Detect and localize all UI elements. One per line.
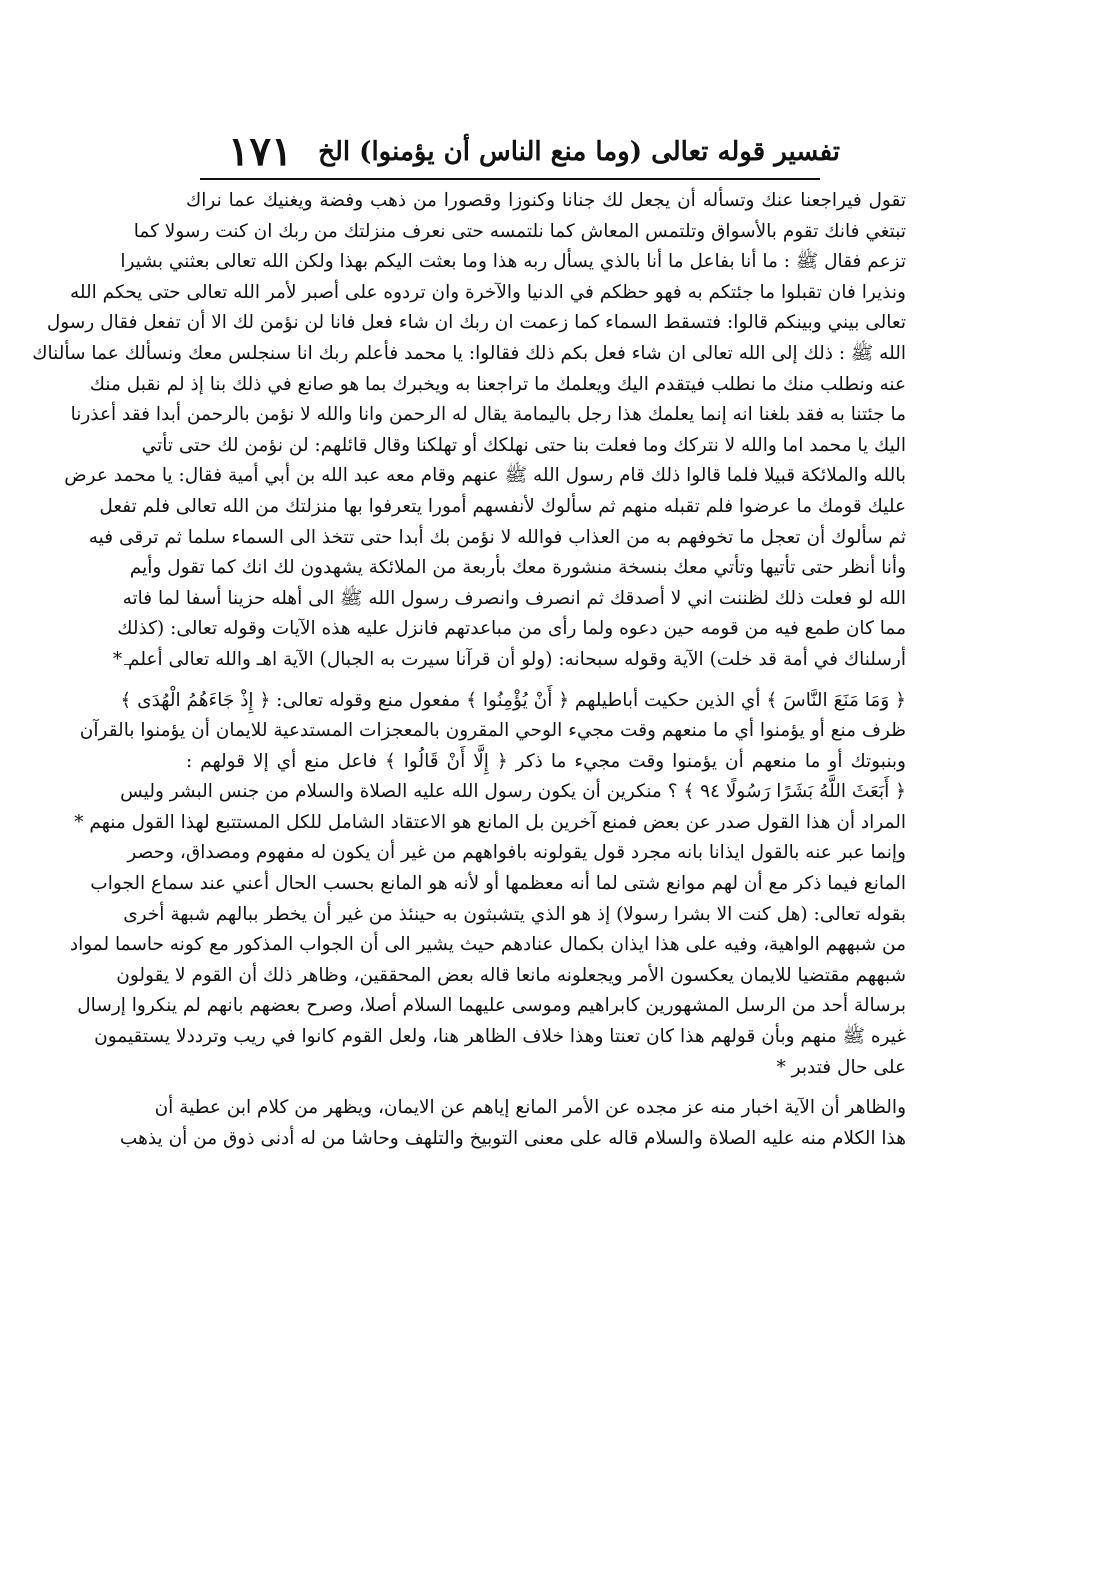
page-header [200,128,840,178]
text-line: تعالى بيني وبينكم قالوا: فتسقط السماء كما زعمت ان ربك ان شاء فعل فانا لن نؤمن لك الا أن تفعل فقال رسول [46,312,906,334]
body-text [32,186,906,1154]
text-line: اليك يا محمد اما والله لا نتركك وما فعلت بنا حتى نهلكك أو تهلكنا وقال قائلهم: لن نؤمن لك حتى تأتي [141,434,906,456]
text-line: وبنبوتك أو ما منعهم أن يؤمنوا وقت مجيء ما ذكر ﴿ إِلَّا أَنْ قَالُوا ﴾ فاعل منع أي إلا قولهم : [186,750,906,772]
text-line: ثم سألوك أن تعجل ما تخوفهم به من العذاب فوالله لا نؤمن بك أبدا حتى تتخذ الى السماء سلما ثم ترقى فيه [88,526,906,548]
text-line: بالله والملائكة قبيلا فلما قالوا ذلك قام رسول الله ﷺ عنهم وقام معه عبد الله بن أبي أمية فقال: يا محمد عرض [64,465,906,487]
text-line: تقول فيراجعنا عنك وتسأله أن يجعل لك جنانا وكنوزا وقصورا من ذهب وفضة ويغنيك عما نراك [186,190,906,211]
header-divider [200,178,820,180]
text-line: هذا الكلام منه عليه الصلاة والسلام قاله على معنى التوبيخ والتلهف وحاشا من له أدنى ذوق من أن يذهب [119,1127,906,1149]
text-line: الله لو فعلت ذلك لظننت اني لا أصدقك ثم انصرف وانصرف رسول الله ﷺ الى أهله حزينا أسفا لما فاته [122,587,906,609]
running-title: تفسير قوله تعالى (وما منع الناس أن يؤمنوا) الخ [318,137,840,167]
text-line: تبتغي فانك تقوم بالأسواق وتلتمس المعاش كما نلتمسه حتى نعرف منزلتك من ربك ان كنت رسولا كما [133,220,906,242]
text-line: ونذيرا فان تقبلوا ما جئتكم به فهو حظكم في الدنيا والآخرة وان تردوه على أصبر لأمر الله تعالى حتى يحكم الله [69,281,906,303]
page-number: ١٧١ [228,128,293,175]
text-line: والظاهر أن الآية اخبار منه عز مجده عن الأمر المانع إياهم عن الايمان، ويظهر من كلام ابن عطية أن [154,1097,906,1119]
text-line: من شبههم الواهية، وفيه على هذا ايذان بكمال عنادهم حيث يشير الى أن الجواب المذكور مع كونه حاسما لمواد [69,934,906,956]
text-line: ما جئتنا به فقد بلغنا انه إنما يعلمك هذا رجل باليمامة يقال له الرحمن وانا والله لا نؤمن بالرحمن أبدا فقد أعذرنا [70,404,906,426]
text-line: بقوله تعالى: (هل كنت الا بشرا رسولا) إذ هو الذي يتشبثون به حينئذ من غير أن يخطر ببالهم شبهة أخرى [123,903,906,925]
text-line: وإنما عبر عنه بالقول ايذانا بانه مجرد قول يقولونه بافواههم من غير أن يكون له مفهوم ومصداق، وحصر [127,842,906,864]
text-line: المراد أن هذا القول صدر عن بعض فمنع آخرين بل المانع هو الاعتقاد الشامل للكل المستتبع لهذا القول منهم * [74,811,906,833]
quran-verse-line: ﴿ أَبَعَثَ اللَّهُ بَشَرًا رَسُولًا ٩٤ ﴾ ؟ منكرين أن يكون رسول الله عليه الصلاة والسلام من جنس البشر وليس [120,781,906,803]
text-line: برسالة أحد من الرسل المشهورين كابراهيم وموسى عليهما السلام أصلا، وصرح بعضهم بانهم لم ينكروا إرسال [77,995,906,1017]
text-line: وأنا أنظر حتى تأتيها وتأتي معك بنسخة منشورة معك بأربعة من الملائكة يشهدون لك انك كما تقول وأيم [129,557,906,579]
quran-verse-line: ﴿ وَمَا مَنَعَ النَّاسَ ﴾ أي الذين حكيت أباطيلهم ﴿ أَنْ يُؤْمِنُوا ﴾ مفعول منع وقوله تعالى: ﴿ إِذْ جَاءَهُمُ الْهُدَى ﴾ [120,689,906,711]
text-line: ظرف منع أو يؤمنوا أي ما منعهم وقت مجيء الوحي المقرون بالمعجزات المستدعية للايمان أن يؤمنوا بالقرآن [79,720,906,742]
text-line: عنه ونطلب منك ما نطلب فيتقدم اليك ويعلمك ما تراجعنا به ويخبرك بما هو صانع في ذلك بنا إذ لم نقبل منك [89,373,906,395]
text-line: شبههم مقتضيا للايمان يعكسون الأمر ويجعلونه مانعا قاله بعض المحققين، وظاهر ذلك أن القوم لا يقولون [116,964,906,986]
text-line: الله ﷺ : ذلك إلى الله تعالى ان شاء فعل بكم ذلك فقالوا: يا محمد فأعلم ربك انا سنجلس معك ونسألك عما سألناك [32,342,906,364]
text-line: على حال فتدبر * [776,1056,906,1078]
text-line: أرسلناك في أمة قد خلت) الآية وقوله سبحانه: (ولو أن قرآنا سيرت به الجبال) الآية اهـ والله تعالى أعلم * [112,648,906,670]
text-line: غيره ﷺ منهم وبأن قولهم هذا كان تعنتا وهذا خلاف الظاهر هنا، ولعل القوم كانوا في ريب وترددلا يستقيمون [94,1026,906,1048]
text-line: تزعم فقال ﷺ : ما أنا بفاعل ما أنا بالذي يسأل ربه هذا وما بعثت اليكم بهذا ولكن الله تعالى بعثني بشيرا [120,251,906,273]
text-line: مما كان طمع فيه من قومه حين دعوه ولما رأى من مباعدتهم فانزل عليه هذه الآيات وقوله تعالى: (كذلك [117,618,906,640]
text-line: المانع فيما ذكر مع أن لهم موانع شتى لما أنه معظمها أو لأنه هو المانع بحسب الحال أعني عند سماع الجواب [90,873,906,895]
text-line: عليك قومك ما عرضوا فلم تقبله منهم ثم سألوك لأنفسهم أمورا يتعرفوا بها منزلتك من الله تعالى فلم تفعل [99,495,906,517]
